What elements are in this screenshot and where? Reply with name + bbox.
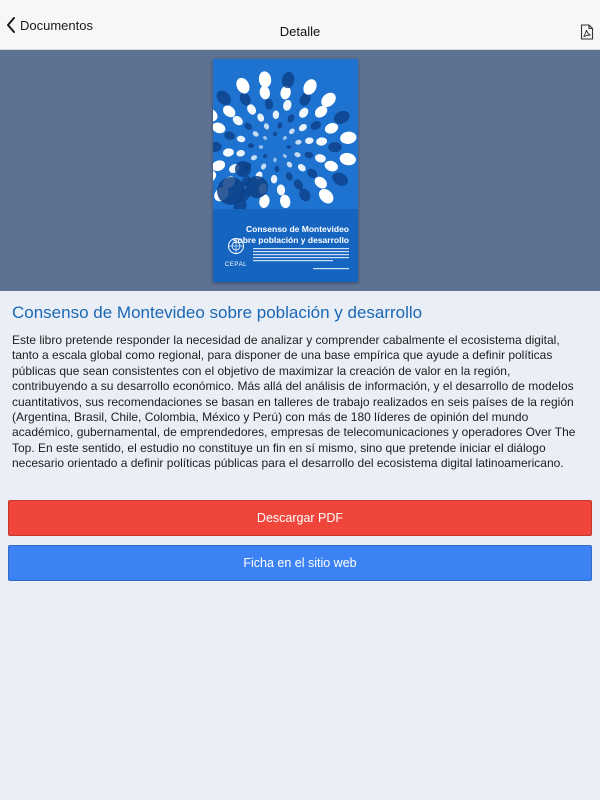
un-emblem-icon bbox=[229, 239, 244, 254]
website-button[interactable]: Ficha en el sitio web bbox=[8, 545, 592, 581]
cover-dot bbox=[273, 158, 276, 162]
navigation-bar bbox=[0, 0, 600, 50]
document-detail bbox=[12, 301, 588, 472]
cover-orb bbox=[235, 161, 251, 177]
cover-orb bbox=[217, 177, 245, 205]
document-description: Este libro pretende responder la necesidad de analizar y comprender cabalmente el ecosistema digital, tanto a escala global como regional, para disponer de una base empírica que ayude a definir políticas públicas que sean consistentes con el objetivo de maximizar la creación de valor en la región, contribuyendo a su desarrollo económico. Más allá del análisis de información, y el desarrollo de modelos cuantitativos, sus recomendaciones se basan en talleres de trabajo realizados en seis países de la región (Argentina, Brasil, Chile, Colombia, México y Perú) con más de 180 líderes de opinión del mundo académico, gubernamental, de emprendedores, empresas de telecomunicaciones y operadores Over The Top. En este sentido, el estudio no constituye un fin en sí mismo, sino que pretende iniciar el diálogo necesario orientado a definir políticas públicas para el desarrollo del ecosistema digital latinoamericano. bbox=[12, 333, 576, 471]
cover-publisher: CEPAL bbox=[224, 262, 248, 268]
cover-dot bbox=[287, 145, 291, 148]
cover-band bbox=[0, 50, 600, 291]
page-title: Detalle bbox=[279, 24, 321, 39]
cover-orb bbox=[246, 176, 268, 198]
document-title: Consenso de Montevideo sobre población y desarrollo bbox=[12, 303, 423, 322]
cover-title-line2: sobre población y desarrollo bbox=[232, 235, 349, 245]
download-pdf-button[interactable]: Descargar PDF bbox=[8, 500, 592, 536]
cover-dot bbox=[328, 142, 342, 152]
cover-dot bbox=[273, 132, 276, 136]
pdf-file-icon[interactable] bbox=[580, 24, 594, 40]
back-button[interactable] bbox=[6, 0, 93, 57]
chevron-left-icon bbox=[6, 17, 16, 33]
back-button-label: Documentos bbox=[20, 17, 93, 33]
cover-title-line1: Consenso de Montevideo bbox=[246, 224, 349, 234]
book-cover[interactable] bbox=[213, 59, 358, 282]
cover-dot bbox=[259, 145, 263, 148]
